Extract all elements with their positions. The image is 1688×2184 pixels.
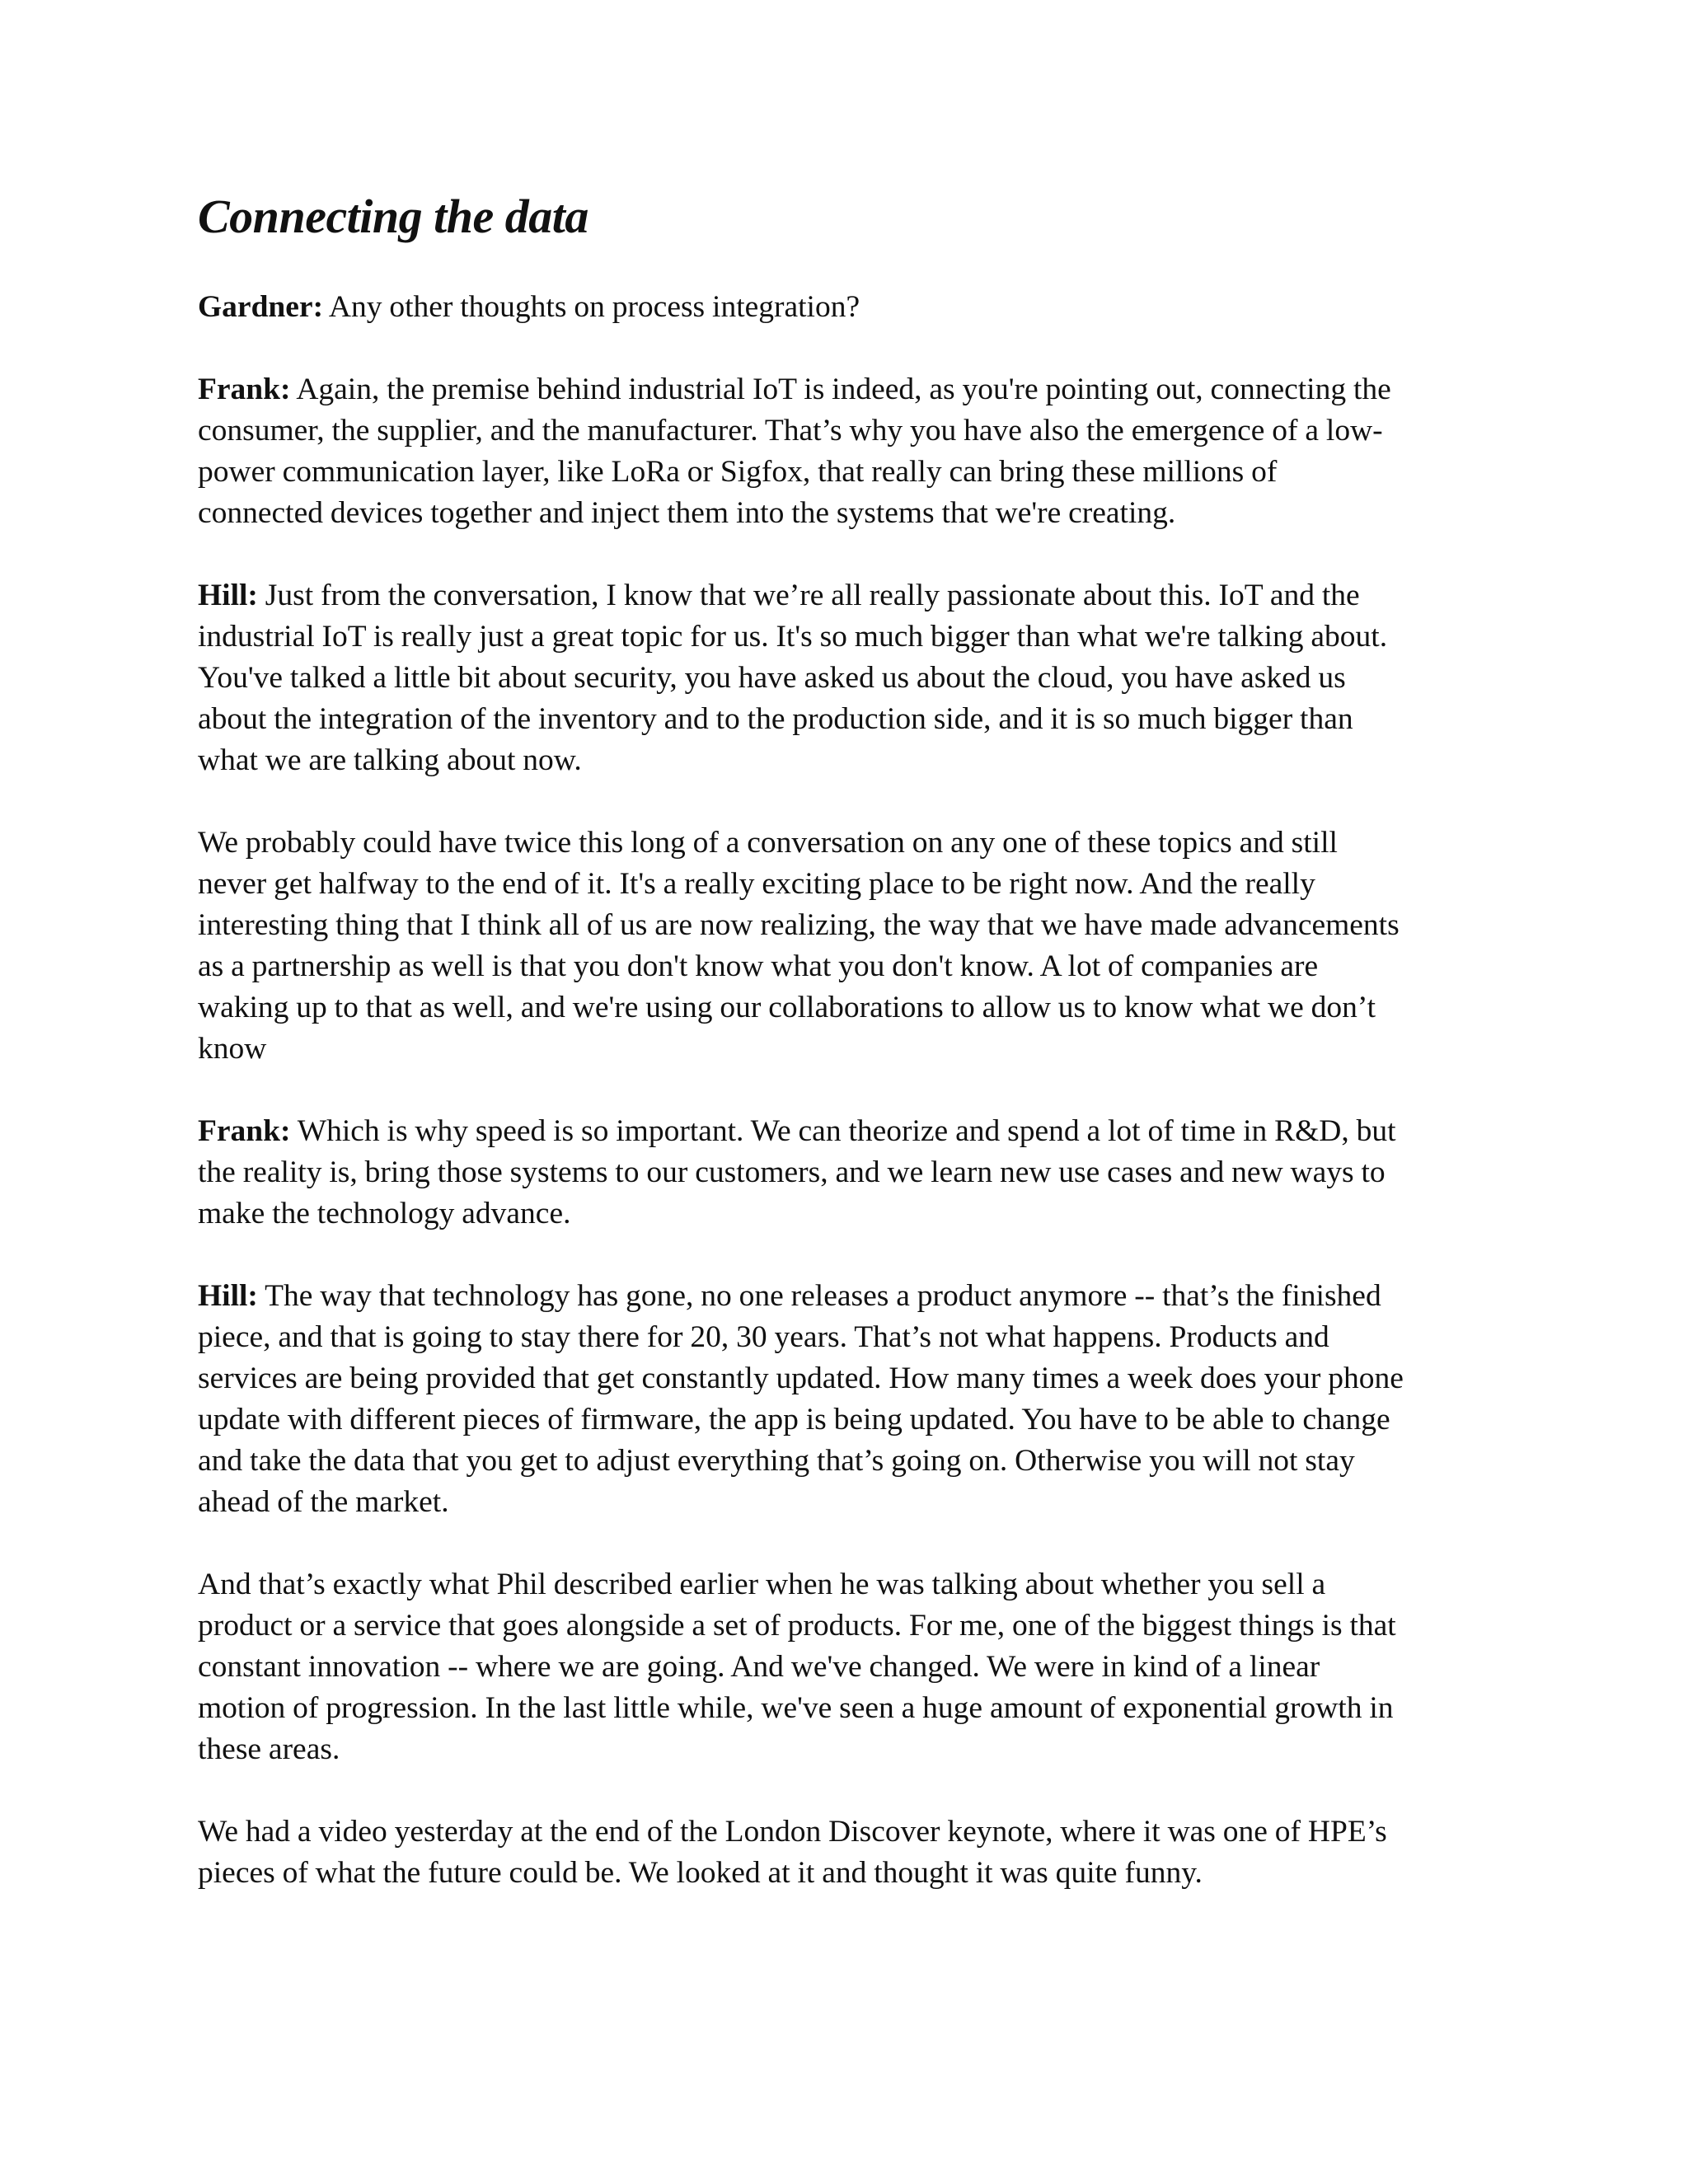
paragraph-text: We probably could have twice this long of a conversation on any one of these topics and still never get halfway to the end of it. It's a really exciting place to be right now. And the really interesting thing that I think all of us are now realizing, the way that we have made advancements as a partnership as well is that you don't know what you don't know. A lot of companies are waking up to that as well, and we're using our collaborations to allow us to know what we don’t know	[198, 825, 1400, 1066]
transcript-paragraph	[198, 1564, 1409, 1770]
paragraph-text: Which is why speed is so important. We can theorize and spend a lot of time in R&D, but the reality is, bring those systems to our customers, and we learn new use cases and new ways to make the technology advance.	[198, 1113, 1396, 1230]
speaker-label: Frank:	[198, 372, 291, 406]
transcript-paragraph	[198, 287, 1409, 328]
paragraph-text: Again, the premise behind industrial IoT is indeed, as you're pointing out, connecting the consumer, the supplier, and the manufacturer. That’s why you have also the emergence of a low-power communication layer, like LoRa or Sigfox, that really can bring these millions of connected devices together and inject them into the systems that we're creating.	[198, 372, 1391, 530]
transcript-paragraph	[198, 1111, 1409, 1235]
transcript-paragraph	[198, 369, 1409, 534]
paragraph-text: The way that technology has gone, no one releases a product anymore -- that’s the finished piece, and that is going to stay there for 20, 30 years. That’s not what happens. Products and services are being provided that get constantly updated. How many times a week does your phone update with different pieces of firmware, the app is being updated. You have to be able to change and take the data that you get to adjust everything that’s going on. Otherwise you will not stay ahead of the market.	[198, 1278, 1404, 1519]
speaker-label: Gardner:	[198, 289, 324, 324]
transcript-paragraph	[198, 575, 1409, 781]
transcript-paragraph	[198, 1811, 1409, 1894]
paragraph-text: Any other thoughts on process integration?	[328, 289, 860, 324]
speaker-label: Frank:	[198, 1113, 291, 1148]
section-heading: Connecting the data	[198, 190, 588, 243]
paragraph-text: We had a video yesterday at the end of the London Discover keynote, where it was one of HPE’s pieces of what the future could be. We looked at it and thought it was quite funny.	[198, 1814, 1387, 1890]
transcript-paragraph	[198, 823, 1409, 1070]
speaker-label: Hill:	[198, 1278, 258, 1313]
speaker-label: Hill:	[198, 578, 258, 612]
paragraph-text: Just from the conversation, I know that we’re all really passionate about this. IoT and the industrial IoT is really just a great topic for us. It's so much bigger than what we're talking about. You've talked a little bit about security, you have asked us about the cloud, you have asked us about the integration of the inventory and to the production side, and it is so much bigger than what we are talking about now.	[198, 578, 1388, 777]
document-page	[198, 188, 1409, 1935]
paragraph-text: And that’s exactly what Phil described earlier when he was talking about whether you sell a product or a service that goes alongside a set of products. For me, one of the biggest things is that constant innovation -- where we are going. And we've changed. We were in kind of a linear motion of progression. In the last little while, we've seen a huge amount of exponential growth in these areas.	[198, 1567, 1396, 1766]
transcript-paragraph	[198, 1276, 1409, 1523]
